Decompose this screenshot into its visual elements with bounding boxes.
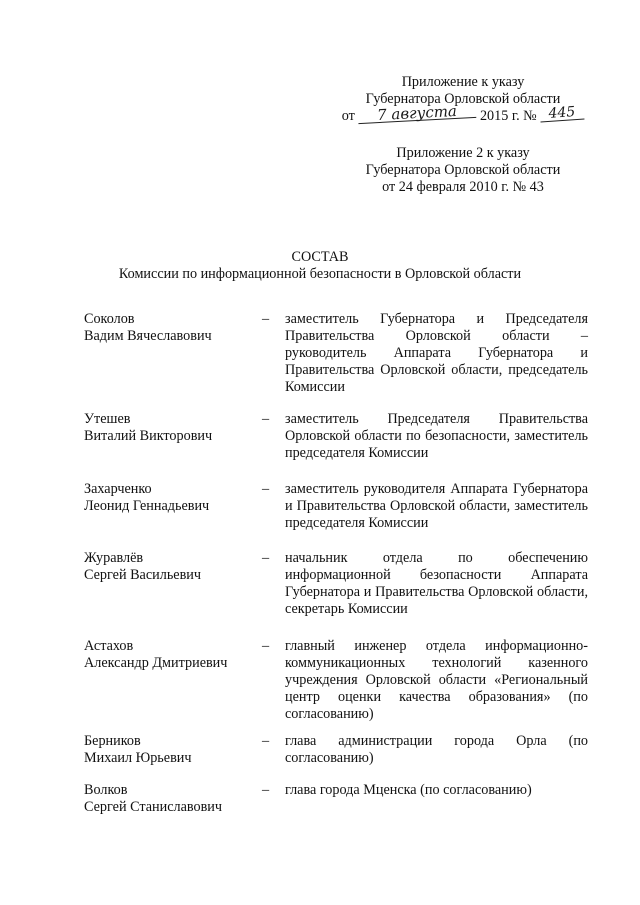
appendix2-line-3: от 24 февраля 2010 г. № 43 [382,179,544,195]
appendix2-line-1: Приложение 2 к указу [396,145,530,161]
member-given-names: Александр Дмитриевич [84,655,228,671]
member-role: заместитель Губернатора и Председателя Правительства Орловской области – руководитель Аппарата Губернатора и Правительства Орловской области, председатель Комиссии [285,311,588,395]
member-role: глава города Мценска (по согласованию) [285,782,532,798]
member-role: заместитель Председателя Правительства Орловской области по безопасности, заместитель председателя Комиссии [285,411,588,461]
member-given-names: Михаил Юрьевич [84,750,192,766]
member-dash: – [262,311,270,327]
member-dash: – [262,733,270,749]
member-role: глава администрации города Орла (по согласованию) [285,733,588,766]
member-role: начальник отдела по обеспечению информационной безопасности Аппарата Губернатора и Правительства Орловской области, секретарь Комиссии [285,550,588,617]
member-surname: Захарченко [84,481,152,497]
date-suffix: 2015 г. № [479,108,537,124]
member-given-names: Леонид Геннадьевич [84,498,210,514]
document-title [0,249,640,283]
member-surname: Соколов [84,311,135,327]
member-name [84,411,259,445]
title-heading: СОСТАВ [291,249,349,265]
member-surname: Журавлёв [84,550,144,566]
member-role: заместитель руководителя Аппарата Губернатора и Правительства Орловской области, заместитель председателя Комиссии [285,481,588,531]
member-surname: Утешев [84,411,131,427]
member-name [84,782,259,816]
member-role: главный инженер отдела информационно-коммуникационных технологий казенного учреждения Орловской области «Региональный центр оценки качества образования» (по согласованию) [285,638,588,722]
member-given-names: Виталий Викторович [84,428,213,444]
date-prefix: от [341,108,355,124]
member-dash: – [262,638,270,654]
appendix-line-2: Губернатора Орловской области [365,91,561,107]
member-name [84,311,259,345]
title-subheading: Комиссии по информационной безопасности в Орловской области [118,266,522,282]
member-name [84,638,259,672]
member-name [84,481,259,515]
member-given-names: Сергей Станиславович [84,799,223,815]
appendix2-line-2: Губернатора Орловской области [365,162,561,178]
member-name [84,550,259,584]
member-dash: – [262,481,270,497]
member-name [84,733,259,767]
appendix-date-line [333,101,593,125]
handwritten-number: 445 [540,104,585,122]
appendix-header [333,74,593,125]
member-dash: – [262,550,270,566]
handwritten-date: 7 августа [358,103,477,124]
member-surname: Астахов [84,638,134,654]
member-dash: – [262,782,270,798]
appendix2-header [333,145,593,196]
member-given-names: Вадим Вячеславович [84,328,212,344]
member-surname: Волков [84,782,128,798]
appendix-line-1: Приложение к указу [401,74,525,90]
member-given-names: Сергей Васильевич [84,567,202,583]
member-surname: Берников [84,733,141,749]
member-dash: – [262,411,270,427]
